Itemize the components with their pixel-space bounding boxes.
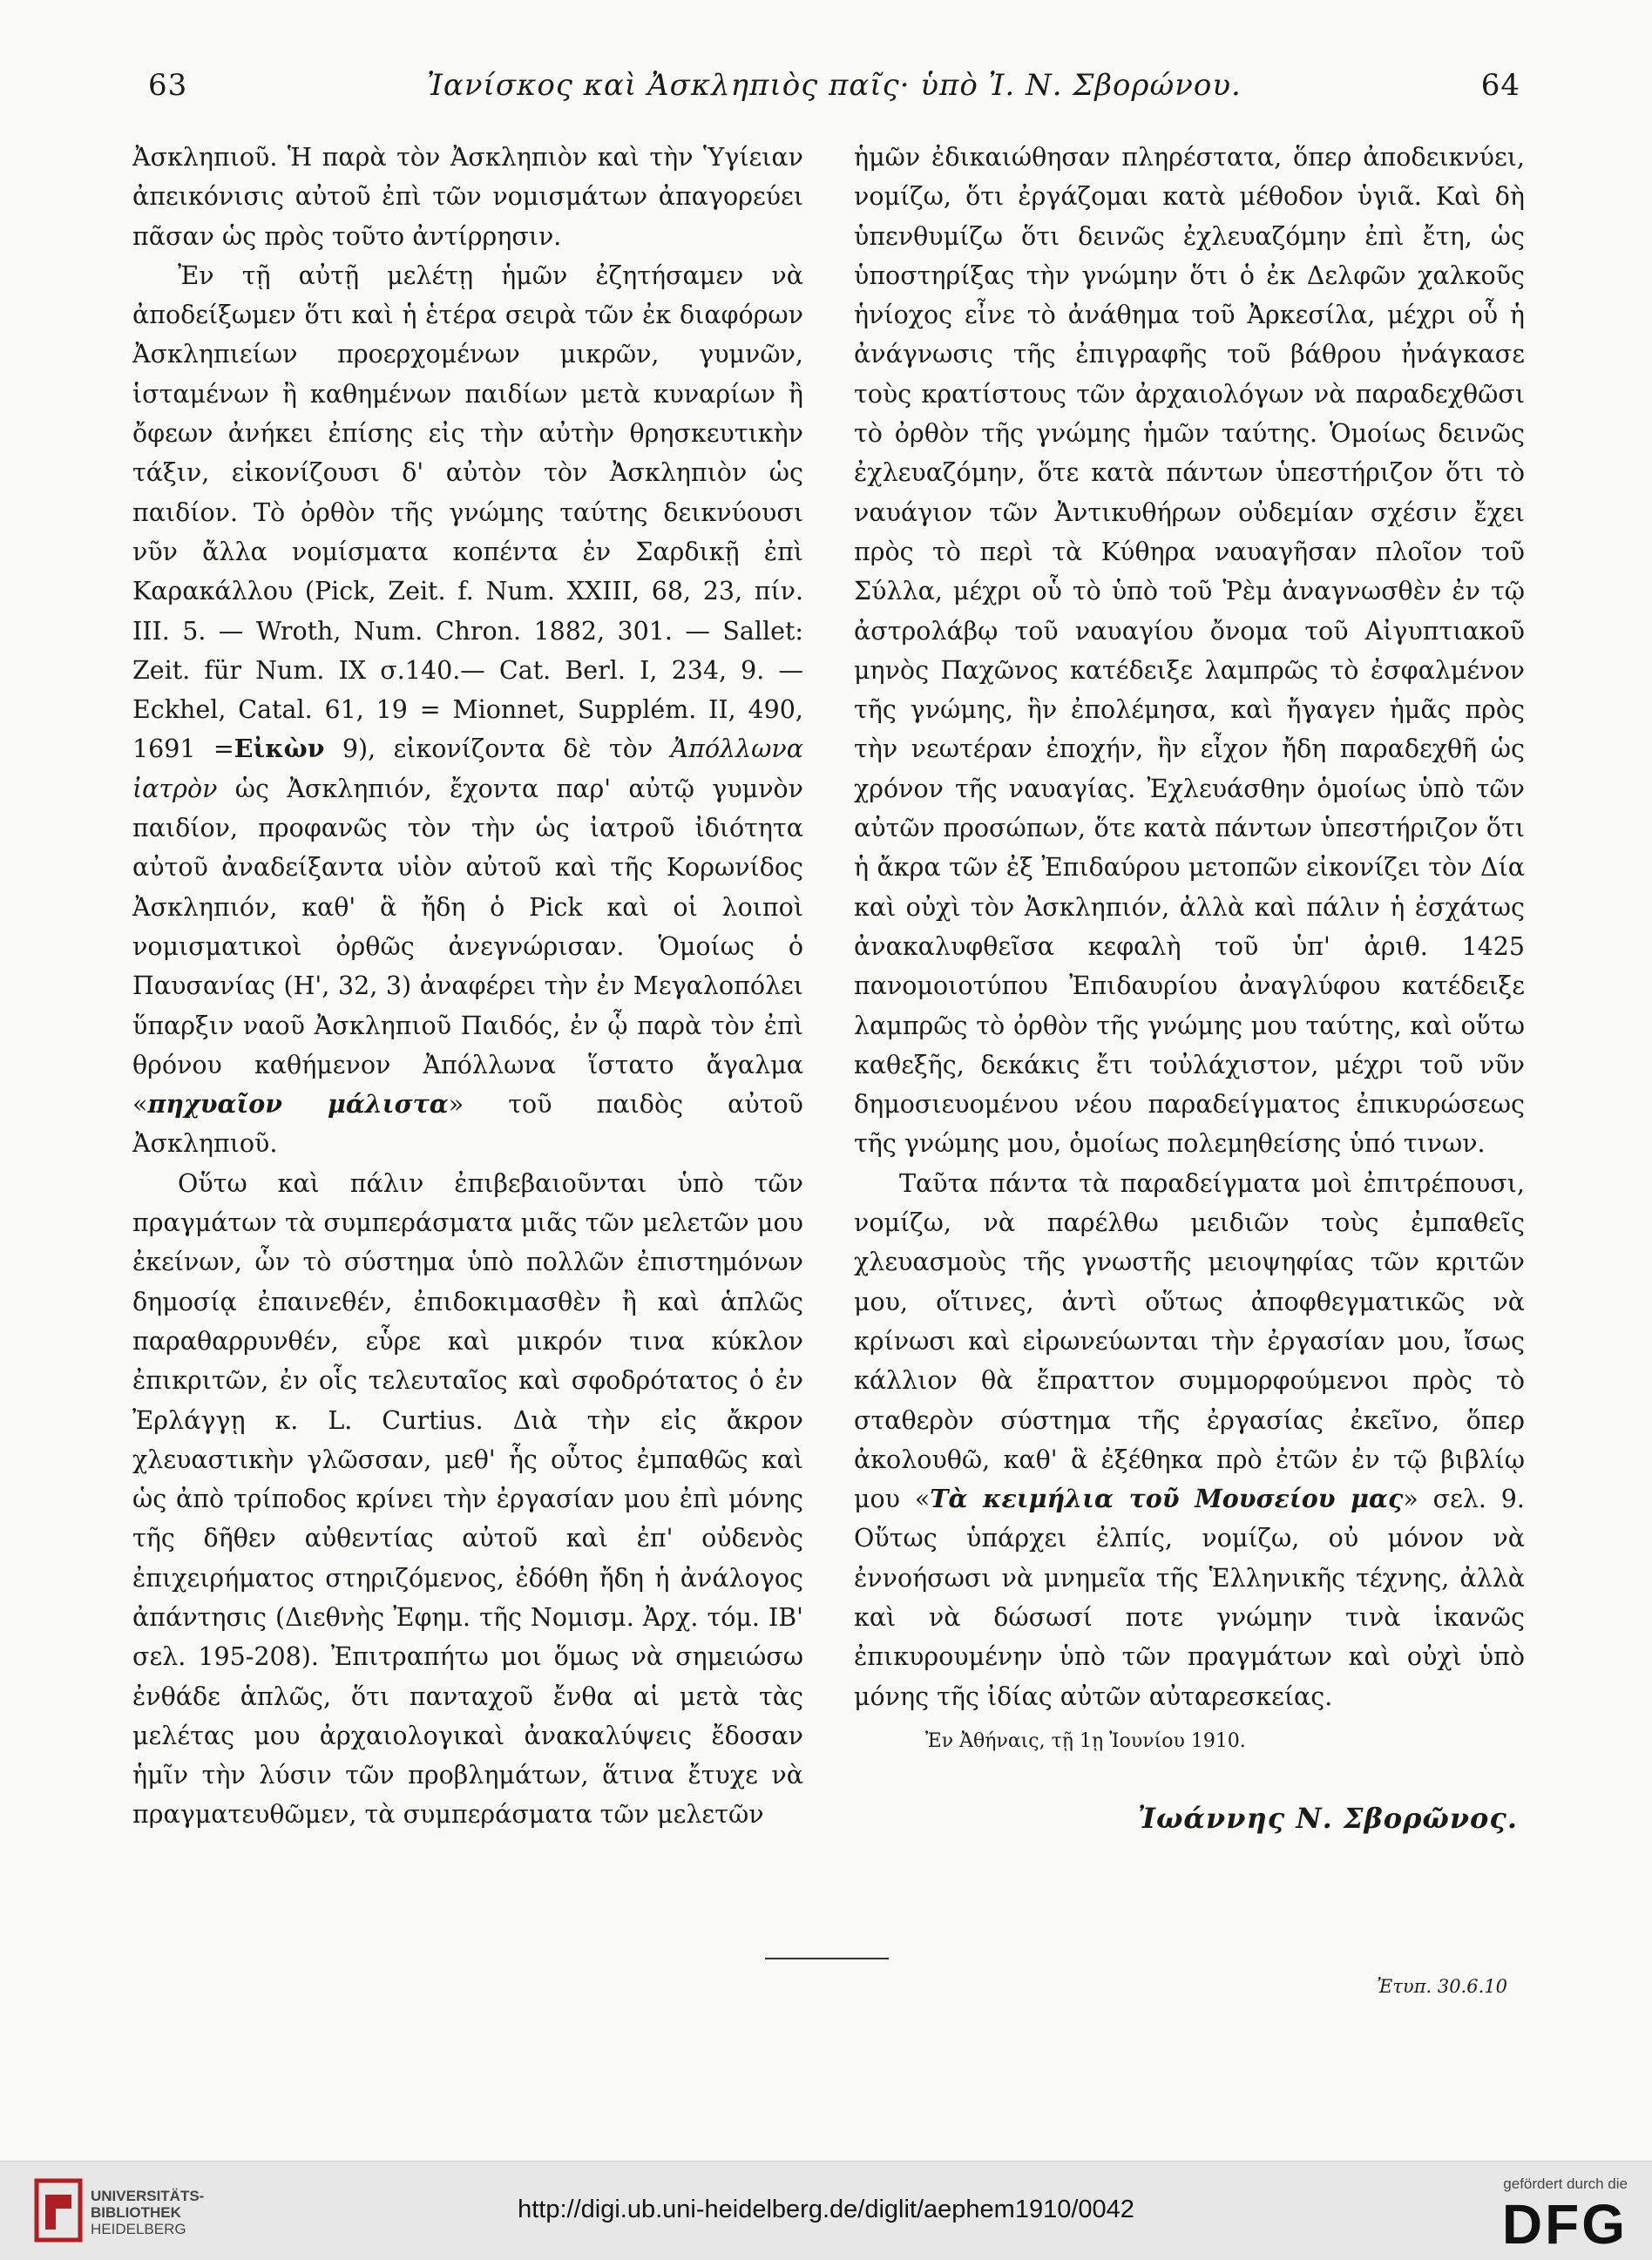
- uni-line-1: UNIVERSITÄTS-: [91, 2188, 205, 2204]
- right-column: [854, 138, 1525, 1838]
- left-p2-bold: Εἰκὼν: [234, 734, 325, 764]
- left-paragraph-1: Ἀσκληπιοῦ. Ἡ παρὰ τὸν Ἀσκληπιὸν καὶ τὴν Ὑγίειαν ἀπεικόνισις αὐτοῦ ἐπὶ τῶν νομισμάτων ἀπαγορεύει πᾶσαν ὡς πρὸς τοῦτο ἀντίρρησιν.: [132, 143, 803, 251]
- author-signature: Ἰωάννης Ν. Σβορῶνος.: [1137, 1802, 1518, 1836]
- right-paragraph-2: [854, 1164, 1525, 1716]
- left-p2-text: Ἐν τῇ αὐτῇ μελέτῃ ἡμῶν ἐζητήσαμεν νὰ ἀποδείξωμεν ὅτι καὶ ἡ ἑτέρα σειρὰ τῶν ἐκ διαφόρων Ἀσκληπιείων προερχομένων μικρῶν, γυμνῶν, ἱσταμένων ἢ καθημένων παιδίων μετὰ κυναρίων ἢ ὄφεων ἀνήκει ἐπίσης εἰς τὴν αὐτὴν θρησκευτικὴν τάξιν, εἰκονίζουσι δ' αὐτὸν τὸν Ἀσκληπιὸν ὡς παιδίον. Τὸ ὀρθὸν τῆς γνώμης ταύτης δεικνύουσι νῦν ἄλλα νομίσματα κοπέντα ἐν Σαρδικῇ ἐπὶ Καρακάλλου (Pick, Zeit. f. Num. XXIII, 68, 23, πίν. III. 5. — Wroth, Num. Chron. 1882, 301. — Sallet: Zeit. für Num. IX σ.140.— Cat. Berl. I, 234, 9. — Eckhel, Catal. 61, 19 = Mionnet, Supplém. II, 490, 1691 =: [132, 261, 803, 764]
- page-header: [148, 68, 1520, 117]
- right-p2-text: Ταῦτα πάντα τὰ παραδείγματα μοὶ ἐπιτρέπουσι, νομίζω, νὰ παρέλθω μειδιῶν τοὺς ἐμπαθεῖς χλευασμοὺς τῆς γνωστῆς μειοψηφίας τῶν κριτῶν μου, οἵτινες, ἀντὶ οὕτως ἀποφθεγματικῶς νὰ κρίνωσι καὶ εἰρωνεύωνται τὴν ἐργασίαν μου, ἴσως κάλλιον θὰ ἔπραττον συμμορφούμενοι πρὸς τὸ σταθερὸν σύστημα τῆς ἐργασίας ἐκεῖνο, ὅπερ ἀκολουθῶ, καθ' ἃ ἐξέθηκα πρὸ ἐτῶν ἐν τῷ βιβλίῳ μου «: [854, 1168, 1525, 1514]
- dfg-logo: DFG: [1501, 2193, 1628, 2256]
- uni-line-2: BIBLIOTHEK: [91, 2204, 181, 2221]
- separator-rule: [765, 1958, 889, 1959]
- running-title: Ἰανίσκος καὶ Ἀσκληπιὸς παῖς· ὑπὸ Ἰ. Ν. Σβορώνου.: [427, 68, 1242, 103]
- left-column: [132, 138, 803, 1835]
- dateline: Ἐν Ἀθήναις, τῇ 1ῃ Ἰουνίου 1910.: [925, 1729, 1246, 1752]
- left-p2-mid: 9), εἰκονίζοντα δὲ τὸν: [324, 734, 671, 764]
- left-p2-end: ὡς Ἀσκληπιόν, ἔχοντα παρ' αὐτῷ γυμνὸν παιδίον, προφανῶς τὸν τὴν ὡς ἰατροῦ ἰδιότητα αὐτοῦ ἀναδείξαντα υἱὸν αὐτοῦ καὶ τῆς Κορωνίδος Ἀσκληπιόν, καθ' ἃ ἤδη ὁ Pick καὶ οἱ λοιποὶ νομισματικοὶ ὀρθῶς ἀνεγνώρισαν. Ὁμοίως ὁ Παυσανίας (Η', 32, 3) ἀναφέρει τὴν ἐν Μεγαλοπόλει ὕπαρξιν ναοῦ Ἀσκληπιοῦ Παιδός, ἐν ᾧ παρὰ τὸν ἐπὶ θρόνου καθήμενον Ἀπόλλωνα ἵστατο ἄγαλμα «: [132, 774, 803, 1120]
- left-p2-tail: » τοῦ παιδὸς αὐτοῦ Ἀσκληπιοῦ.: [132, 1090, 804, 1159]
- page-number-left: 63: [148, 68, 188, 103]
- left-p2-italic: Ἀπόλλωνα ἰατρὸν: [132, 734, 803, 803]
- page-number-right: 64: [1480, 68, 1520, 103]
- uni-line-3: HEIDELBERG: [91, 2221, 186, 2237]
- left-paragraph-2: [132, 256, 803, 1164]
- funded-by-label: gefördert durch die: [1503, 2175, 1628, 2192]
- right-p2-tail: » σελ. 9. Οὕτως ὑπάρχει ἐλπίς, νομίζω, οὐ μόνον νὰ ἐννοήσωσι νὰ μνημεῖα τῆς Ἑλληνικῆς τέχνης, ἀλλὰ καὶ νὰ δώσωσί ποτε γνώμην τινὰ ἱκανῶς ἐπικυρουμένην ὑπὸ τῶν πραγμάτων καὶ οὐχὶ ὑπὸ μόνης τῆς ἰδίας αὐτῶν αὐταρεσκείας.: [854, 1485, 1525, 1711]
- footer-bar: [0, 2161, 1652, 2260]
- source-url-link[interactable]: http://digi.ub.uni-heidelberg.de/diglit/aephem1910/0042: [518, 2196, 1134, 2223]
- left-p2-italic2: πηχυαῖον μάλιστα: [147, 1089, 449, 1120]
- print-stamp: Ἐτυπ. 30.6.10: [1377, 1976, 1507, 1997]
- right-p2-italic: Τὰ κειμήλια τοῦ Μουσείου μας: [930, 1484, 1404, 1514]
- right-paragraph-1: ἡμῶν ἐδικαιώθησαν πληρέστατα, ὅπερ ἀποδεικνύει, νομίζω, ὅτι ἐργάζομαι κατὰ μέθοδον ὑγιᾶ. Καὶ δὴ ὑπενθυμίζω ὅτι δεινῶς ἐχλευαζόμην ἐπὶ ἔτη, ὡς ὑποστηρίξας τὴν γνώμην ὅτι ὁ ἐκ Δελφῶν χαλκοῦς ἡνίοχος εἶνε τὸ ἀνάθημα τοῦ Ἀρκεσίλα, μέχρι οὗ ἡ ἀνάγνωσις τῆς ἐπιγραφῆς τοῦ βάθρου ἠνάγκασε τοὺς κρατίστους τῶν ἀρχαιολόγων νὰ παραδεχθῶσι τὸ ὀρθὸν τῆς γνώμης ἡμῶν ταύτης. Ὁμοίως δεινῶς ἐχλευαζόμην, ὅτε κατὰ πάντων ὑπεστήριζον ὅτι τὸ ναυάγιον τῶν Ἀντικυθήρων οὐδεμίαν σχέσιν ἔχει πρὸς τὸ περὶ τὰ Κύθηρα ναυαγῆσαν πλοῖον τοῦ Σύλλα, μέχρι οὗ τὸ ὑπὸ τοῦ Ῥὲμ ἀναγνωσθὲν ἐν τῷ ἀστρολάβῳ τοῦ ναυαγίου ὄνομα τοῦ Αἰγυπτιακοῦ μηνὸς Παχῶνος κατέδειξε λαμπρῶς τὸ ἐσφαλμένον τῆς γνώμης, ἣν ἐπολέμησα, καὶ ἤγαγεν ἡμᾶς πρὸς τὴν νεωτέραν ἐποχήν, ἣν εἶχον ἤδη παραδεχθῆ ὡς χρόνον τῆς ναυαγίας. Ἐχλευάσθην ὁμοίως ὑπὸ τῶν αὐτῶν προσώπων, ὅτε κατὰ πάντων ὑπεστήριζον ὅτι ἡ ἄκρα τῶν ἐξ Ἐπιδαύρου μετοπῶν εἰκονίζει τὸν Δία καὶ οὐχὶ τὸν Ἀσκληπιόν, ἀλλὰ καὶ πάλιν ἡ ἐσχάτως ἀνακαλυφθεῖσα κεφαλὴ τοῦ ὑπ' ἀριθ. 1425 πανομοιοτύπου Ἐπιδαυρίου ἀναγλύφου κατέδειξε λαμπρῶς τὸ ὀρθὸν τῆς γνώμης μου ταύτης, καὶ οὕτω καθεξῆς, δεκάκις ἔτι τοὐλάχιστον, μέχρι τοῦ νῦν δημοσιευομένου νέου παραδείγματος ἐπικυρώσεως τῆς γνώμης μου, ὁμοίως πολεμηθείσης ὑπό τινων.: [854, 143, 1525, 1159]
- left-paragraph-3: Οὕτω καὶ πάλιν ἐπιβεβαιοῦνται ὑπὸ τῶν πραγμάτων τὰ συμπεράσματα μιᾶς τῶν μελετῶν μου ἐκείνων, ὧν τὸ σύστημα ὑπὸ πολλῶν ἐπιστημόνων δημοσίᾳ ἐπαινεθέν, ἐπιδοκιμασθὲν ἢ καὶ ἁπλῶς παραθαρρυνθέν, εὗρε καὶ μικρόν τινα κύκλον ἐπικριτῶν, ἐν οἷς τελευταῖος καὶ σφοδρότατος ὁ ἐν Ἐρλάγγῃ κ. L. Curtius. Διὰ τὴν εἰς ἄκρον χλευαστικὴν γλῶσσαν, μεθ' ἧς οὗτος ἐμπαθῶς καὶ ὡς ἀπὸ τρίποδος κρίνει τὴν ἐργασίαν μου ἐπὶ μόνης τῆς δῆθεν αὐθεντίας αὐτοῦ καὶ ἐπ' οὐδενὸς ἐπιχειρήματος στηριζόμενος, ἐδόθη ἤδη ἡ ἀνάλογος ἀπάντησις (Διεθνὴς Ἐφημ. τῆς Νομισμ. Ἀρχ. τόμ. ΙΒ' σελ. 195-208). Ἐπιτραπήτω μοι ὅμως νὰ σημειώσω ἐνθάδε ἁπλῶς, ὅτι πανταχοῦ ἔνθα αἱ μετὰ τὰς μελέτας μου ἀρχαιολογικαὶ ἀνακαλύψεις ἔδοσαν ἡμῖν τὴν λύσιν τῶν προβλημάτων, ἅτινα ἔτυχε νὰ πραγματευθῶμεν, τὰ συμπεράσματα τῶν μελετῶν: [132, 1168, 803, 1830]
